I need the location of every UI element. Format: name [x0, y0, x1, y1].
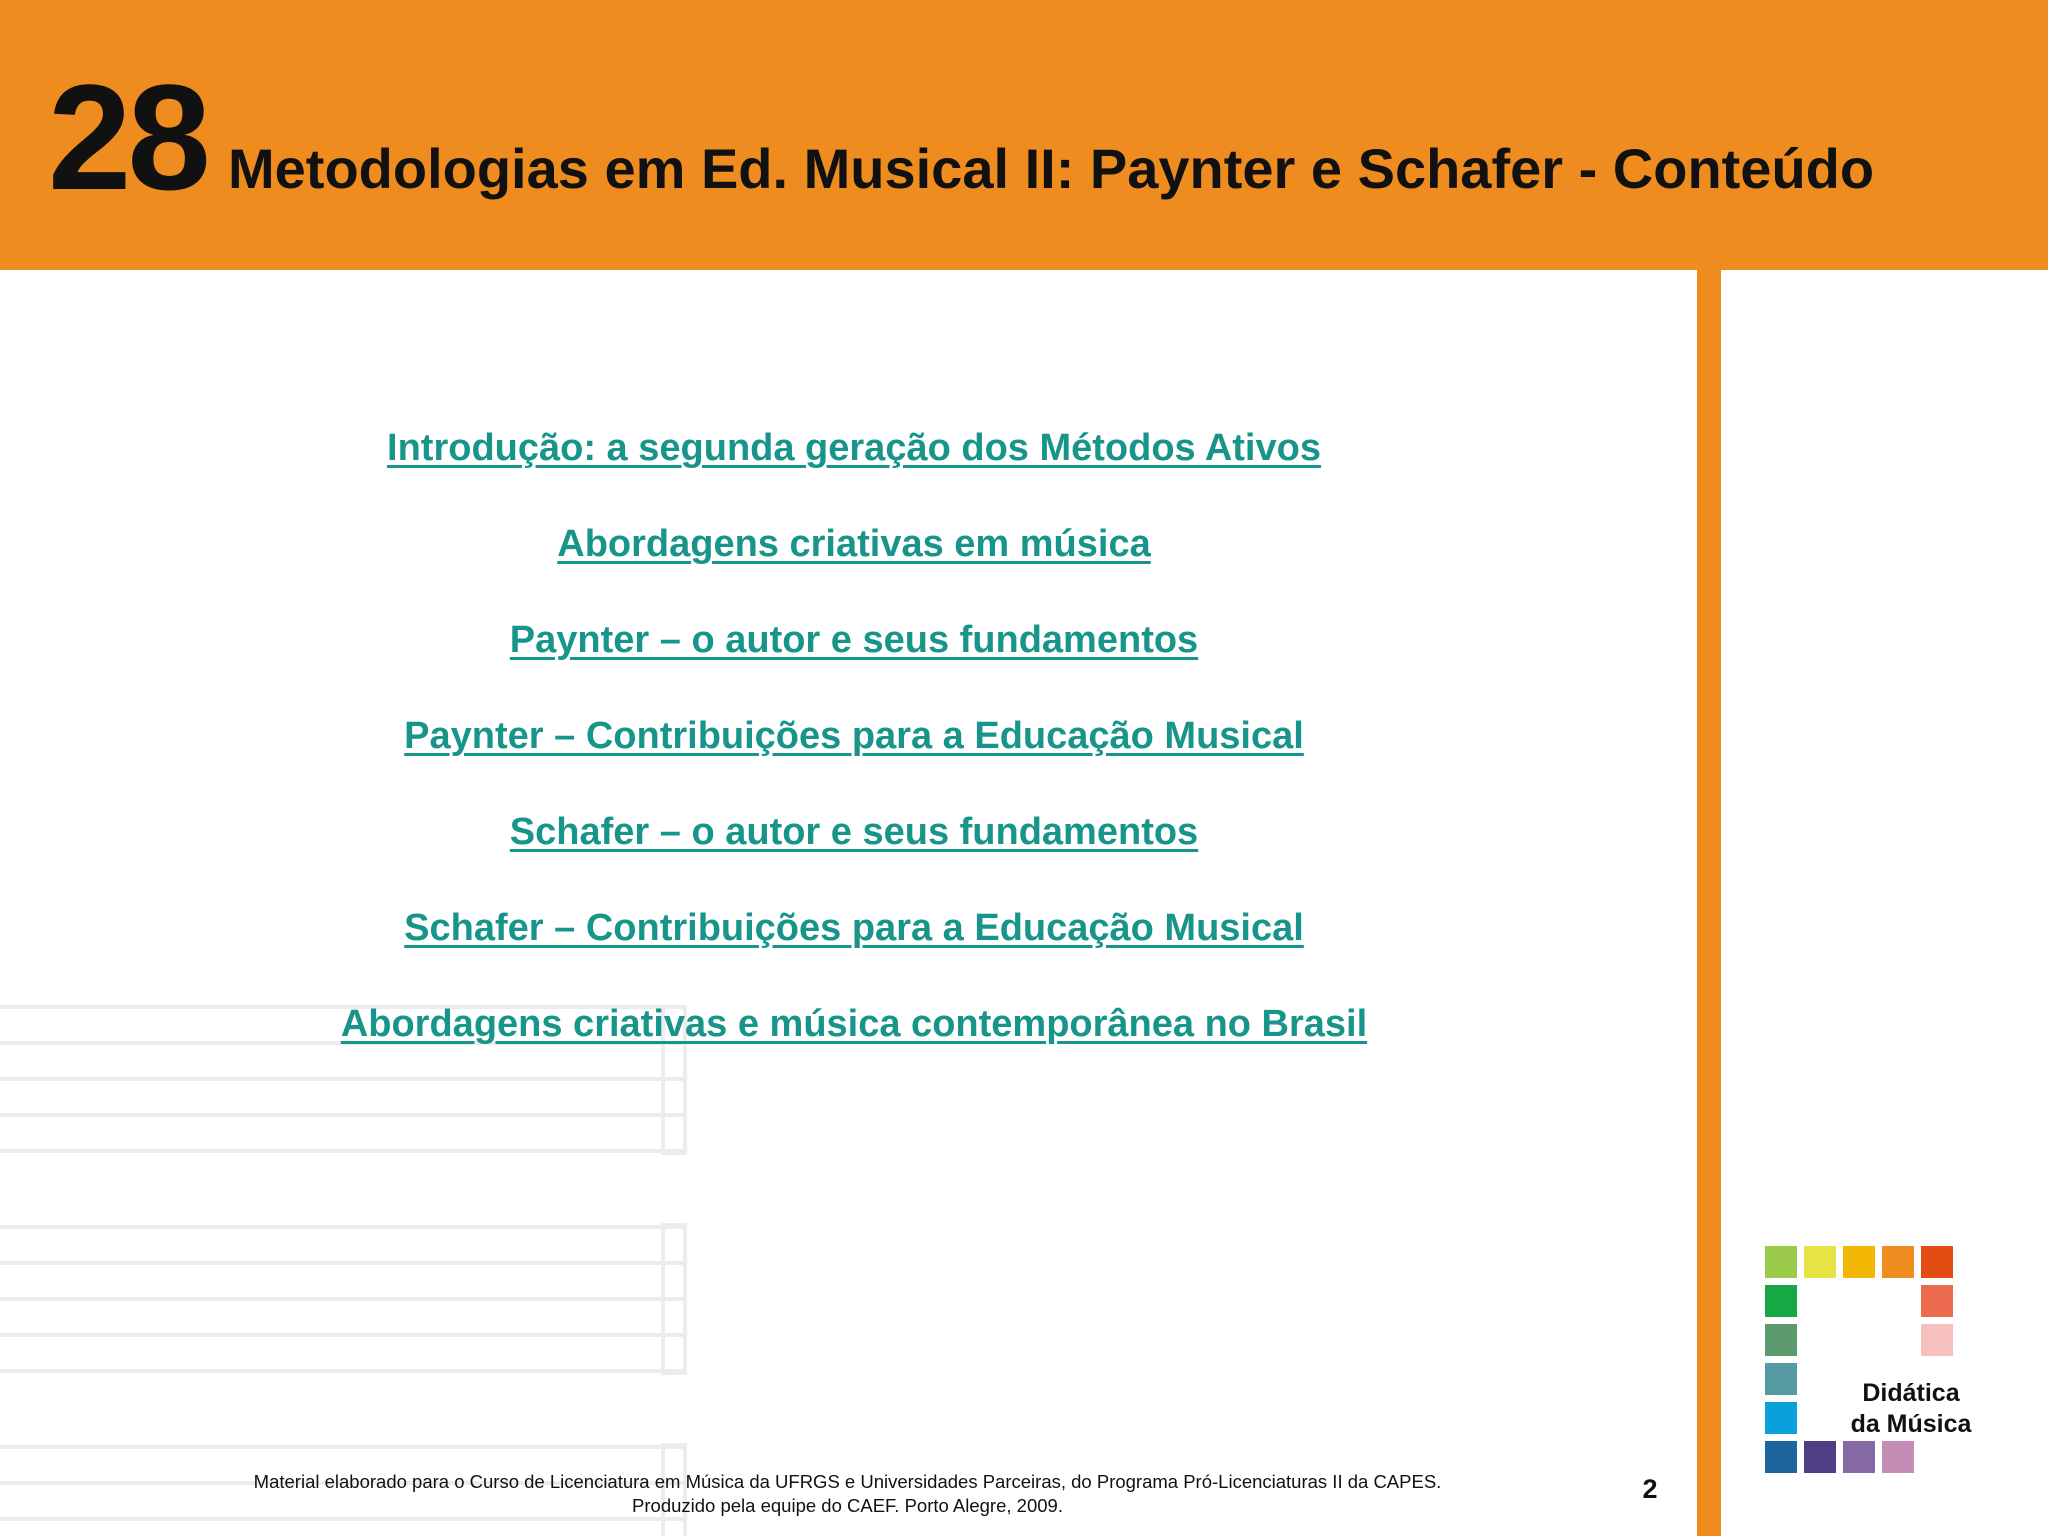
toc-link-abordagens-criativas[interactable]: Abordagens criativas em música [557, 523, 1151, 565]
toc-item [0, 592, 1708, 688]
brand-name [1836, 1378, 1986, 1440]
logo-square [1921, 1246, 1953, 1278]
brand-line-1: Didática [1862, 1379, 1960, 1407]
toc-item [0, 400, 1708, 496]
logo-square [1765, 1285, 1797, 1317]
toc-link-musica-contemporanea-brasil[interactable]: Abordagens criativas e música contemporânea no Brasil [340, 1003, 1368, 1045]
logo-square [1882, 1246, 1914, 1278]
logo-square [1765, 1441, 1797, 1473]
slide-title: Metodologias em Ed. Musical II: Paynter e Schafer - Conteúdo [228, 137, 1875, 200]
logo-square [1804, 1246, 1836, 1278]
header-band [0, 0, 2048, 270]
toc-item [0, 688, 1708, 784]
didatica-da-musica-logo [1765, 1246, 1985, 1480]
table-of-contents [0, 400, 1708, 1072]
toc-link-schafer-autor[interactable]: Schafer – o autor e seus fundamentos [509, 811, 1199, 853]
logo-square [1804, 1441, 1836, 1473]
logo-square [1921, 1285, 1953, 1317]
toc-link-paynter-contribuicoes[interactable]: Paynter – Contribuições para a Educação Musical [404, 715, 1304, 757]
lesson-number: 28 [48, 53, 207, 221]
logo-square [1882, 1441, 1914, 1473]
footer-credits [140, 1470, 1555, 1518]
brand-line-2: da Música [1850, 1410, 1972, 1438]
logo-square [1921, 1324, 1953, 1356]
toc-link-introducao[interactable]: Introdução: a segunda geração dos Métodos Ativos [387, 427, 1321, 469]
music-staff-decoration [0, 1005, 700, 1536]
logo-square [1843, 1246, 1875, 1278]
footer-line-1: Material elaborado para o Curso de Licenciatura em Música da UFRGS e Universidades Parceiras, do Programa Pró-Licenciaturas II da CAPES. [253, 1471, 1442, 1492]
toc-link-paynter-autor[interactable]: Paynter – o autor e seus fundamentos [509, 619, 1199, 661]
toc-link-schafer-contribuicoes[interactable]: Schafer – Contribuições para a Educação Musical [404, 907, 1304, 949]
logo-square [1765, 1402, 1797, 1434]
logo-square [1843, 1441, 1875, 1473]
page-number: 2 [1642, 1474, 1658, 1504]
toc-item [0, 880, 1708, 976]
logo-square [1765, 1324, 1797, 1356]
toc-item [0, 784, 1708, 880]
toc-item [0, 496, 1708, 592]
footer-line-2: Produzido pela equipe do CAEF. Porto Alegre, 2009. [632, 1495, 1063, 1516]
logo-square [1765, 1363, 1797, 1395]
logo-square [1765, 1246, 1797, 1278]
toc-item [0, 976, 1708, 1072]
